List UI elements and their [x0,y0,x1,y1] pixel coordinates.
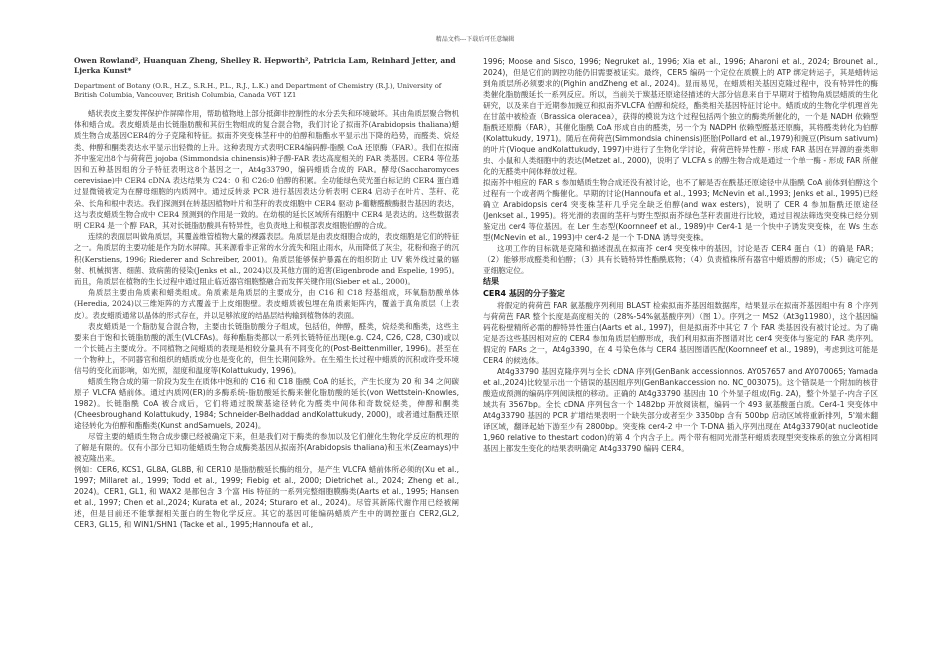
body-paragraph: 连续的表面层叫做角质层，其覆盖维管植物大量的裸露表层。角质层是由表皮细胞合成的，表皮细胞是它们的特征之一。角质层的主要功能是作为防水屏障。其来源看非正常的水分流失和阻止雨水，从而降低了灰尘，花粉和孢子的沉积(Kerstiens, 1996; Riederer and Schreiber, 2001)。角质层能够保护暴露在的组织防止 UV 紫外线过量的辐射、机械损害、细菌、致病菌的侵染(Jenks et al., 2024)以及其他方面的追害(Eigenbrode and Espelie, 1995)。而且，角质层在植物的生长过程中通过阻止临近器官细胞整融合而发挥关键作用(Sieber et al., 2000)。 [74,232,459,287]
affiliation: Department of Botany (O.R., H.Z., S.R.H., P.L., R.J., L.K.) and Department of Chemistry (R.J.), University of British Columbia, Vancouver, British Columbia, Canada V6T 1Z1 [74,82,442,99]
body-paragraph: 表皮蜡质是一个脂肪复合混合物，主要由长链脂肪酸分子组成，包括伯，伸醇，醛类，烷烃类和酯类，这些主要来自于饱和长链脂肪酸的派生(VLCFAs)。每种酯脂类都以一系列长链特征出现(e.g. C24, C26, C28, C30)或以一个长链占主要成分。不同植物之间蜡质的表现是相较分量具有不同变化的(Post-Beittenmiller, 1996)。甚至在一个物种上，不同器官和组织的蜡质成分也是变化的，但生长期间除外。在生殖生长过程中蜡质的沉积或许受环境信号的变化而影响，如光照，湿度和温度等(Kolattukudy, 1996)。 [74,321,459,375]
body-paragraph: 这项工作的目标就是克隆和描述混乱在拟南芥 cer4 突变株中的基因，讨论是否 CER4 蛋白（1）的确是 FAR；（2）能够形成醛类和伯醇；（3）具有长链特异性酯酰底物；（4）负责植株所有器官中蜡质醇的形成；（5）确定它的亚细胞定位。 [483,244,878,275]
left-column [74,56,459,530]
body-paragraph: 将假定的荷荷芭 FAR 氨基酸序列利用 BLAST 检索拟南芥基因组数据库，结果显示在拟南芥基因组中有 8 个序列与荷荷芭 FAR 整个长度是高度相关的（28%-54%氨基酸序列）（图 1）。序列之一 MS2（At3g11980），这个基因编码花粉壁精所必需的醇特异性蛋白(Aarts et al., 1997)，但是拟南芥中其它 7 个 FAR 类基因没有被讨论过。为了确定是否这些基因相对应的 CER4 参加角质层伯醇形成，我们利用拟南芥图谱对比 cer4 突变体与鉴定的 FAR 类序列。假定的 FARs 之一，At4g3390，在 4 号染色体与 CER4 基因图谱匹配(Koornneef et al., 1989)，考虑到这可能是 CER4 的候选体。 [483,301,878,365]
body-paragraph: 尽管主要的蜡质生物合成步骤已经被确定下来，但是我们对于酶类的参加以及它们催化生物化学反应的机理的了解是有限的。仅有小部分已知功能蜡质生物合成酶类基因从拟南芥(Arabidopsis thaliana)和玉米(Zeamays)中被克隆出来。 [74,431,459,463]
body-paragraph: 蜡质生物合成的第一阶段为发生在质体中饱和的 C16 和 C18 脂酰 CoA 的延长，产生长度为 20 和 34 之间碳原子 VLCFA 蜡前体。通过内质网(ER)的多酶系统-脂肪酸延长酶来催化脂肪酸的延长(von Wettstein-Knowles, 1982)。长链脂酰 CoA 被合成后，它们将通过脱羰基途径转化为醛类中间体和奇数烷烃类，伸醇和酮类(Cheesbroughand Kolattukudy, 1984; Schneider-Belhaddad andKolattukudy, 2000)，或者通过脂酰还原途径转化为伯醇和酯酯类(Kunst andSamuels, 2024)。 [74,376,459,430]
body-paragraph: 1996; Moose and Sisco, 1996; Negruket al., 1996; Xia et al., 1996; Aharoni et al., 2024; Brounet al., 2024)，但是它们的调控功能仍旧需要被证实。最终，CER5 编码一个定位在质膜上的 ATP 绑定转运子，其是蜡转运到角质层所必须要求的(Pighin andZheng et al., 2024)。显而易见，在蜡质相关基因克隆过程中，没有特异性的酶类催化脂肪酸延长一系列反应。所以，当前关于羰基还原途径描述的大部分信息来自于早期对于植物角质层蜡质的生化研究，以及来自于近期参加豌豆和拟南芥VLCFA 伯醇和烷烃，酯类相关基因特征讨论中。蜡质成的生物化学机理首先在甘蓝中被检查（Brassica oleracea），获得的模说为这个过程包括两个独立的酶类所催化的，一个是 NADH 依赖型脂酰还原酶（FAR），其催化脂酰 CoA 形成自由的醛类，另一个为 NADPH 依赖型醛基还原酶，其将醛类转化为伯醇(Kolattukudy, 1971)。随后在荷荷芭(Simmondsia chinensis)胚胎(Pollard et al.,1979)和豌豆(Pisum sativum)的叶片(Vioque andKolattukudy, 1997)中进行了生物化学讨论，荷荷芭特异性醇 - 形成 FAR 基因在异源的蚕类卵虫、小鼠和人类细胞中的表达(Metzet al., 2000)，说明了 VLCFA s 的醇生物合成是通过一个单一酶 - 形成 FAR 所催化的无醛类中间体释放过程。 [483,57,878,176]
section-heading-results: 结果 [483,277,499,286]
body-paragraph: At4g33790 基因克隆序列与全长 cDNA 序列(GenBank accessionnos. AY057657 and AY070065; Yamada et al.,2024)比较显示出一个错误的基因组序列(GenBankaccession no. NC_003075)。这个错误是一个附加的核苷酸造成预测的编码序列阅读框的移动。正确的 At4g33790 基因由 10 个外显子组成(Fig. 2A)，整个外显子-内含子区域共有 3567bp。全长 cDNA 序列包含一个 1482bp 开放阅读框，编码一个 493 氨基酸蛋白质。Cer4-1 突变体中 At4g33790 基因的 PCR 扩增结果表明一个缺失部分或者至少 3350bp 含有 500bp 启动区域将重新排列，5'端未翻译区域，翻译起始下游至少有 2800bp。突变株 cer4-2 中一个 T-DNA 插入序列出现在 At4g33790(at nucleotide 1,960 relative to thestart codon)的第 4 个内含子上。两个带有相同光滑茎秆蜡质表现型突变株系的独立分离相同基因上都发生变化的结果表明确定 At4g33790 编码 CER4。 [483,367,878,453]
page-header-note: 精品文档---下载后可任意编辑 [435,36,515,43]
subsection-heading-cer4: CER4 基因的分子鉴定 [483,289,565,298]
right-column [483,56,878,454]
body-paragraph: 拟南芥中相应的 FAR s 参加蜡质生物合成还没有被讨论，也不了解是否在酰基还原途径中从脂酰 CoA 前体到伯醇这个过程有一个或者两个酶催化。早期的讨论(Hannoufa et al., 1993; McNevin et al.,1993; Jenks et al., 1995)已经确立 Arabidopsis cer4 突变株茎秆几乎完全缺乏伯醇(and wax esters)，说明了 CER 4 参加脂酰还原途径(Jenkset al., 1995)。将光滑的表面的茎秆与野生型拟南芥绿色茎秆表面进行比较，通过目视法筛选突变株已经分别鉴定出 cer4 等位基因。在 Ler 生态型(Koornneef et al., 1989)中 Cer4-1 是一个快中子诱发突变株，在 Ws 生态型(McNevin et al., 1993)中 cer4-2 是一个 T-DNA 诱导突变株。 [483,178,878,242]
body-paragraph: 例如：CER6, KCS1, GL8A, GL8B, 和 CER10 是脂肪酸延长酶的组分，是产生 VLCFA 蜡前体所必须的(Xu et al., 1997; Millaret al., 1999; Todd et al., 1999; Fiebig et al., 2000; Dietrichet al., 2024; Zheng et al., 2024)。CER1, GL1, 和 WAX2 是都包含 3 个富 His 特征的一系列完整细胞膜酶类(Aarts et al., 1995; Hansen et al., 1997; Chen et al.,2024; Kurata et al., 2024; Sturaro et al., 2024)。尽管其新陈代谢作用已经被阐述，但是目前还不能掌握相关蛋白的生物化学反应。其它的基因可能编码蜡质产生中的调控蛋白 CER2,GL2, CER3, GL15, 和 WIN1/SHN1 (Tacke et al., 1995;Hannoufa et al., [74,464,459,529]
author-list: Owen Rowland², Huanquan Zheng, Shelley R. Hepworth², Patricia Lam, Reinhard Jetter, and Ljerka Kunst* [74,56,456,75]
body-paragraph: 角质层主要由角质素和蜡类组成。角质素是角质层的主要成分，由 C16 和 C18 羟基组成，环氧脂肪酸单体(Heredia, 2024)以三维矩阵的方式覆盖于上皮细胞壁。表皮蜡质被包埋在角质素矩阵内，覆盖于真角质层（上表皮）。表皮蜡质通常以晶体的形式存在，并以足够浓度的结晶层结构输到植物体的表面。 [74,288,459,320]
abstract-paragraph: 蜡状表皮主要发挥保护作屏障作用，帮助植物地上部分抵御非控制性的水分丢失和环境破坏。其由角质层聚合物机体和蜡合成。表皮蜡质是由长链脂肪酸和其衍生物组成的复合混合物，我们讨论了拟南芥(Arabidopsis thaliana)蜡质生物合成基因CER4的分子克隆和特征。拟南芥突变株茎秆中的伯醇和脂酯水平显示出下降的趋势，而醛类、烷烃类、伸醇和酮类表达水平显示出轻微的上升。这种表现方式表明CER4编码醇-脂酰 CoA 还原酶（FAR）。我们在拟南芥中鉴定出8个与荷荷芭 jojoba (Simmondsia chinensis)种子醇-FAR 表达高度相关的 FAR 类基因。CER4 等位基因和五种基因组的分子特征表明这8个基因之一，At4g33790，编码蜡质合成的 FAR。酵母(Saccharomyces cerevisiae)中 CER4 cDNA 表达结果为 C24：0 和 C26:0 伯醇的积累。全功能绿色荧光蛋白标记的 CER4 蛋白通过显微镜被定为在酵母细胞的内质网中。通过反转录 PCR 进行基因表达分析表明 CER4 启动子在叶片、茎秆、花朵、长角和根中表达。我们探测到在转基因植物叶片和茎秆的表皮细胞中 CER4 驱动 β-葡糖醛酸酶报告基因的表达，这与表皮蜡质生物合成中 CER4 预测到的作用是一致的。在幼根的延长区域所有细胞中 CER4 是表达的。这些数据表明 CER4 是一个醇 FAR，其对长链脂肪酸具有特异性，也负责地上和根部表皮细胞伯醇的合成。 [74,109,459,231]
